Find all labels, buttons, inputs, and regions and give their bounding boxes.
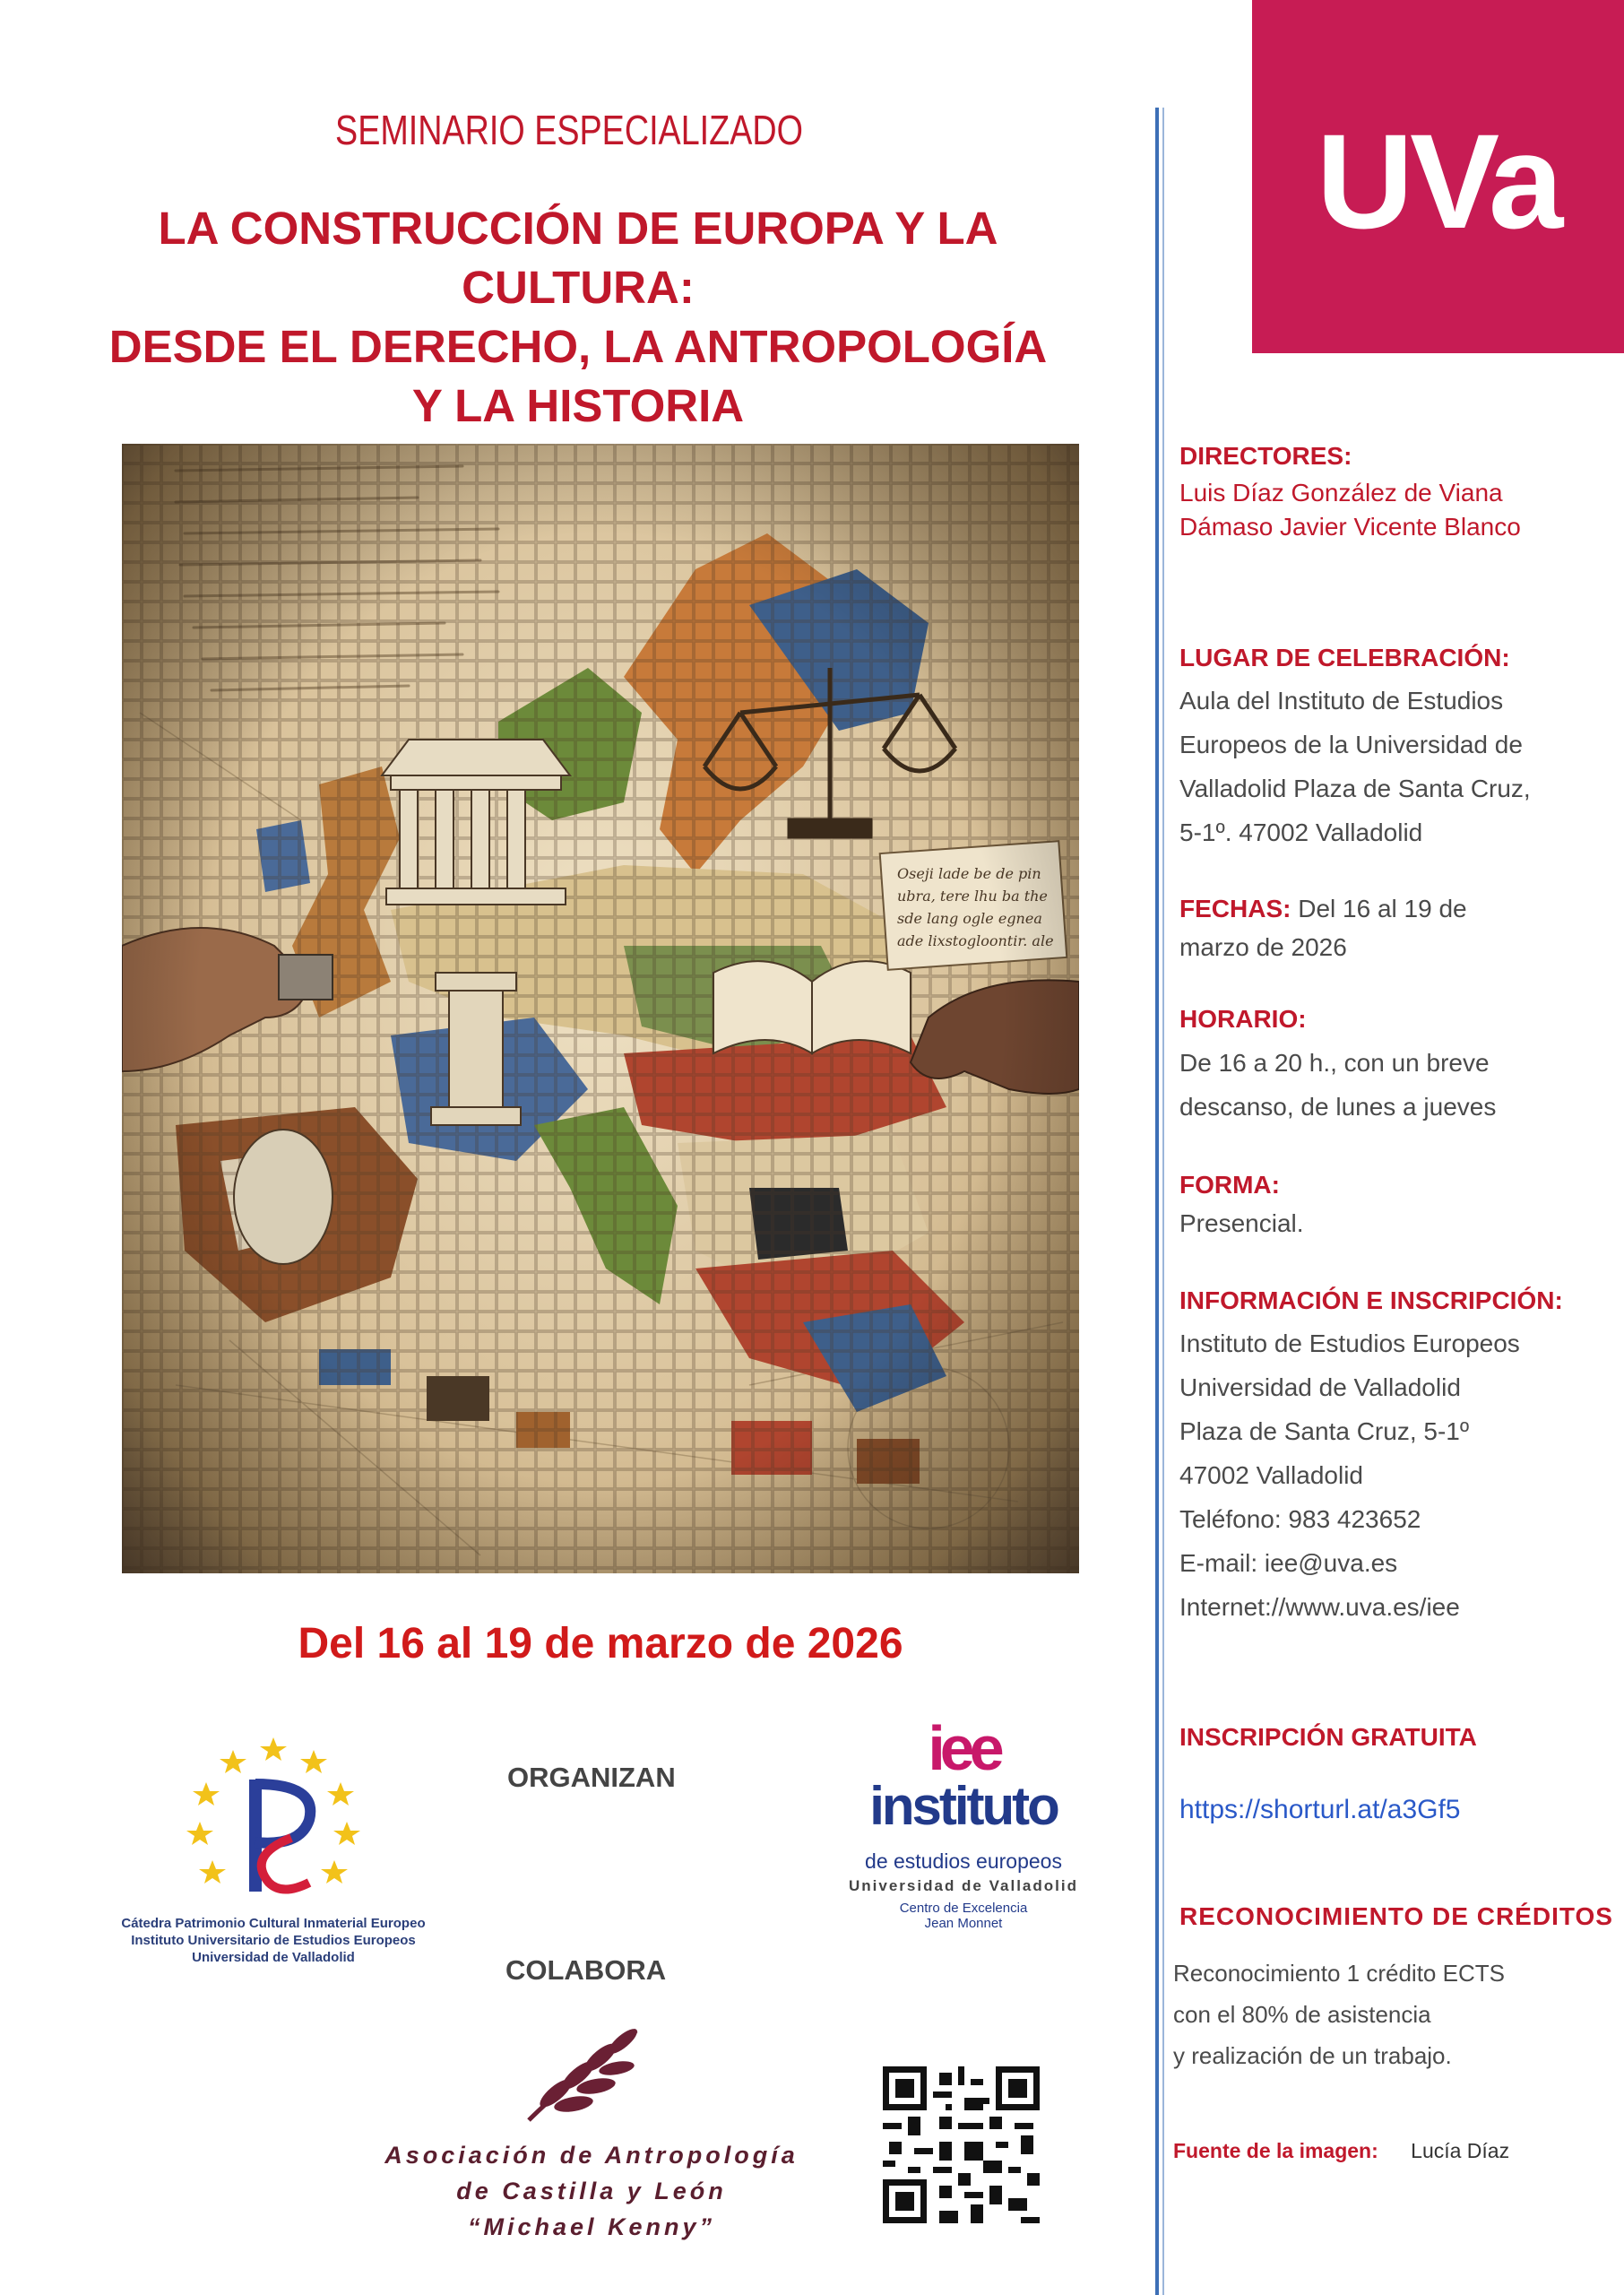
fechas-heading: FECHAS: — [1179, 895, 1291, 922]
horario-line-1: De 16 a 20 h., con un breve — [1179, 1049, 1490, 1077]
catedra-line-3: Universidad de Valladolid — [192, 1950, 355, 1965]
catedra-line-2: Instituto Universitario de Estudios Europeos — [131, 1933, 416, 1948]
uva-logo-text: UVa — [1316, 105, 1560, 256]
date-banner: Del 16 al 19 de marzo de 2026 — [298, 1620, 903, 1667]
catedra-logo — [184, 1730, 363, 1910]
eu-stars-emblem-icon — [184, 1730, 363, 1910]
directores-heading: DIRECTORES: — [1179, 442, 1352, 470]
creditos-line-2: con el 80% de asistencia — [1173, 2001, 1431, 2028]
iee-logo — [834, 1713, 1093, 1950]
horario-text — [1179, 1041, 1496, 1129]
fuente-label: Fuente de la imagen: — [1173, 2139, 1378, 2162]
creditos-text — [1173, 1953, 1505, 2076]
lugar-text — [1179, 679, 1531, 854]
info-email[interactable]: E-mail: iee@uva.es — [1179, 1549, 1398, 1577]
association-line-1: Asociación de Antropología — [384, 2142, 799, 2169]
iee-mark: iee — [928, 1713, 999, 1783]
title-line-1: LA CONSTRUCCIÓN DE EUROPA Y LA CULTURA: — [158, 203, 998, 313]
inscripcion-heading: INSCRIPCIÓN GRATUITA — [1179, 1723, 1477, 1751]
column-divider-light — [1162, 108, 1164, 2295]
colabora-label: COLABORA — [505, 1954, 667, 1986]
lugar-line-2: Europeos de la Universidad de — [1179, 731, 1523, 758]
association-line-3: “Michael Kenny” — [467, 2213, 716, 2240]
info-line-1: Instituto de Estudios Europeos — [1179, 1329, 1520, 1357]
info-text — [1179, 1321, 1520, 1629]
iee-university: Universidad de Valladolid — [849, 1877, 1078, 1894]
inscripcion-link[interactable]: https://shorturl.at/a3Gf5 — [1179, 1795, 1461, 1824]
iee-center-line-1: Centro de Excelencia — [899, 1901, 1028, 1916]
seminar-title — [54, 199, 1102, 436]
lugar-line-1: Aula del Instituto de Estudios — [1179, 687, 1504, 714]
director-2: Dámaso Javier Vicente Blanco — [1179, 513, 1521, 541]
creditos-line-3: y realización de un trabajo. — [1173, 2042, 1452, 2069]
info-website[interactable]: Internet://www.uva.es/iee — [1179, 1593, 1460, 1621]
laurel-branch-icon — [511, 2022, 654, 2129]
iee-center-line-2: Jean Monnet — [924, 1916, 1003, 1931]
title-line-2: DESDE EL DERECHO, LA ANTROPOLOGÍA — [108, 321, 1048, 372]
iee-center — [834, 1901, 1093, 1931]
catedra-caption — [117, 1915, 430, 1966]
uva-logo — [1252, 0, 1624, 353]
fechas-inline: Del 16 al 19 de — [1291, 895, 1467, 922]
hero-image-mosaic-europe — [122, 444, 1079, 1573]
fechas-line-2: marzo de 2026 — [1179, 933, 1347, 961]
creditos-heading: RECONOCIMIENTO DE CRÉDITOS — [1179, 1902, 1613, 1930]
forma-heading: FORMA: — [1179, 1171, 1280, 1199]
lugar-line-4: 5-1º. 47002 Valladolid — [1179, 818, 1423, 846]
association-line-2: de Castilla y León — [456, 2178, 727, 2204]
fechas-block — [1179, 887, 1467, 969]
lugar-line-3: Valladolid Plaza de Santa Cruz, — [1179, 775, 1531, 802]
forma-text: Presencial. — [1179, 1209, 1304, 1237]
iee-sub: de estudios europeos — [865, 1849, 1062, 1873]
seminar-kicker: SEMINARIO ESPECIALIZADO — [335, 107, 803, 153]
catedra-line-1: Cátedra Patrimonio Cultural Inmaterial Europeo — [121, 1916, 426, 1931]
info-phone: Teléfono: 983 423652 — [1179, 1505, 1421, 1533]
creditos-line-1: Reconocimiento 1 crédito ECTS — [1173, 1960, 1505, 1987]
lugar-heading: LUGAR DE CELEBRACIÓN: — [1179, 644, 1510, 671]
title-line-3: Y LA HISTORIA — [411, 380, 745, 431]
horario-heading: HORARIO: — [1179, 1005, 1307, 1033]
info-line-4: 47002 Valladolid — [1179, 1461, 1363, 1489]
director-1: Luis Díaz González de Viana — [1179, 479, 1503, 507]
image-source — [1173, 2139, 1509, 2163]
info-heading: INFORMACIÓN E INSCRIPCIÓN: — [1179, 1286, 1563, 1314]
organizan-label: ORGANIZAN — [507, 1762, 676, 1793]
info-line-2: Universidad de Valladolid — [1179, 1373, 1461, 1401]
association-name — [358, 2137, 825, 2245]
horario-line-2: descanso, de lunes a jueves — [1179, 1093, 1497, 1121]
column-divider — [1155, 108, 1159, 2295]
mosaic-map-illustration — [122, 444, 1079, 1573]
fuente-value: Lucía Díaz — [1411, 2139, 1510, 2162]
iee-name: instituto — [869, 1776, 1058, 1836]
qr-code-icon[interactable] — [883, 2066, 1040, 2223]
directores-list — [1179, 476, 1521, 544]
info-line-3: Plaza de Santa Cruz, 5-1º — [1179, 1417, 1470, 1445]
